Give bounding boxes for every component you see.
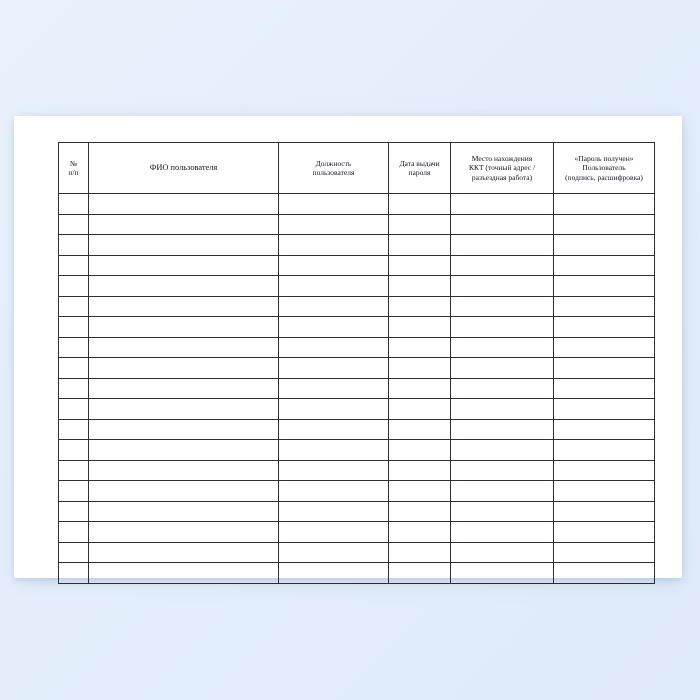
table-cell-signature[interactable] [554, 460, 655, 481]
document-page [14, 116, 682, 578]
column-header-date [389, 143, 451, 194]
table-row[interactable] [59, 481, 655, 502]
table-cell-signature[interactable] [554, 399, 655, 420]
table-cell-location[interactable] [451, 501, 554, 522]
table-row[interactable] [59, 317, 655, 338]
table-cell-signature[interactable] [554, 337, 655, 358]
table-area [58, 142, 654, 548]
column-header-date-line-1: Дата выдачи [399, 158, 440, 168]
table-cell-position[interactable] [279, 337, 389, 358]
table-cell-fio[interactable] [89, 337, 279, 358]
table-cell-date[interactable] [389, 276, 451, 297]
table-row[interactable] [59, 255, 655, 276]
table-cell-signature[interactable] [554, 501, 655, 522]
table-cell-number[interactable] [59, 399, 89, 420]
table-cell-number[interactable] [59, 276, 89, 297]
table-cell-date[interactable] [389, 542, 451, 563]
table-cell-date[interactable] [389, 235, 451, 256]
table-row[interactable] [59, 563, 655, 584]
table-cell-date[interactable] [389, 399, 451, 420]
table-body [59, 194, 655, 584]
table-cell-date[interactable] [389, 501, 451, 522]
table-cell-position[interactable] [279, 255, 389, 276]
column-header-location [451, 143, 554, 194]
table-cell-number[interactable] [59, 542, 89, 563]
table-cell-location[interactable] [451, 296, 554, 317]
table-cell-fio[interactable] [89, 358, 279, 379]
column-header-fio-line-1: ФИО пользователя [149, 162, 218, 172]
table-cell-fio[interactable] [89, 378, 279, 399]
table-row[interactable] [59, 501, 655, 522]
table-cell-signature[interactable] [554, 296, 655, 317]
table-cell-fio[interactable] [89, 563, 279, 584]
table-cell-number[interactable] [59, 255, 89, 276]
table-cell-date[interactable] [389, 440, 451, 461]
table-cell-date[interactable] [389, 255, 451, 276]
table-cell-number[interactable] [59, 563, 89, 584]
table-cell-location[interactable] [451, 317, 554, 338]
table-cell-position[interactable] [279, 563, 389, 584]
table-cell-location[interactable] [451, 358, 554, 379]
table-cell-position[interactable] [279, 522, 389, 543]
table-cell-location[interactable] [451, 399, 554, 420]
column-header-signature-line-2: Пользователь [582, 163, 626, 173]
table-cell-fio[interactable] [89, 235, 279, 256]
table-cell-location[interactable] [451, 235, 554, 256]
column-header-position-line-2: пользователя [312, 168, 355, 177]
table-cell-fio[interactable] [89, 501, 279, 522]
table-cell-fio[interactable] [89, 399, 279, 420]
table-cell-number[interactable] [59, 440, 89, 461]
register-table [58, 142, 655, 584]
table-cell-signature[interactable] [554, 378, 655, 399]
table-cell-signature[interactable] [554, 440, 655, 461]
table-cell-date[interactable] [389, 378, 451, 399]
table-cell-date[interactable] [389, 194, 451, 215]
table-cell-position[interactable] [279, 399, 389, 420]
table-cell-location[interactable] [451, 522, 554, 543]
table-cell-location[interactable] [451, 214, 554, 235]
table-cell-number[interactable] [59, 501, 89, 522]
table-row[interactable] [59, 194, 655, 215]
table-cell-number[interactable] [59, 358, 89, 379]
table-cell-position[interactable] [279, 358, 389, 379]
table-cell-signature[interactable] [554, 235, 655, 256]
column-header-number-line-1: № [69, 158, 78, 168]
table-cell-position[interactable] [279, 235, 389, 256]
table-row[interactable] [59, 440, 655, 461]
table-cell-date[interactable] [389, 460, 451, 481]
table-cell-fio[interactable] [89, 194, 279, 215]
table-row[interactable] [59, 214, 655, 235]
table-cell-location[interactable] [451, 337, 554, 358]
table-cell-position[interactable] [279, 214, 389, 235]
table-cell-location[interactable] [451, 419, 554, 440]
table-cell-location[interactable] [451, 378, 554, 399]
table-cell-number[interactable] [59, 214, 89, 235]
table-cell-signature[interactable] [554, 317, 655, 338]
table-cell-signature[interactable] [554, 542, 655, 563]
table-cell-date[interactable] [389, 481, 451, 502]
column-header-location-line-2: ККТ (точный адрес / [468, 163, 536, 173]
table-row[interactable] [59, 276, 655, 297]
table-cell-position[interactable] [279, 317, 389, 338]
table-cell-position[interactable] [279, 378, 389, 399]
table-cell-position[interactable] [279, 440, 389, 461]
column-header-number [59, 143, 89, 194]
table-cell-signature[interactable] [554, 194, 655, 215]
table-cell-location[interactable] [451, 542, 554, 563]
table-cell-date[interactable] [389, 358, 451, 379]
table-cell-fio[interactable] [89, 440, 279, 461]
table-cell-fio[interactable] [89, 542, 279, 563]
table-cell-position[interactable] [279, 481, 389, 502]
table-cell-fio[interactable] [89, 317, 279, 338]
table-cell-number[interactable] [59, 460, 89, 481]
table-cell-fio[interactable] [89, 214, 279, 235]
table-cell-fio[interactable] [89, 460, 279, 481]
table-cell-position[interactable] [279, 296, 389, 317]
table-cell-fio[interactable] [89, 522, 279, 543]
table-cell-number[interactable] [59, 378, 89, 399]
table-cell-date[interactable] [389, 296, 451, 317]
column-header-position [279, 143, 389, 194]
table-cell-date[interactable] [389, 419, 451, 440]
column-header-position-line-1: Должность [315, 158, 352, 168]
table-row[interactable] [59, 337, 655, 358]
table-cell-signature[interactable] [554, 255, 655, 276]
column-header-signature-line-1: «Пароль получен» [574, 153, 634, 163]
table-row[interactable] [59, 235, 655, 256]
table-cell-position[interactable] [279, 276, 389, 297]
table-cell-number[interactable] [59, 296, 89, 317]
table-cell-position[interactable] [279, 460, 389, 481]
column-header-date-line-2: пароля [408, 168, 431, 177]
column-header-signature-line-3: (подпись, расшифровка) [565, 172, 643, 182]
table-cell-fio[interactable] [89, 419, 279, 440]
table-row[interactable] [59, 419, 655, 440]
table-row[interactable] [59, 378, 655, 399]
table-row[interactable] [59, 522, 655, 543]
table-cell-number[interactable] [59, 522, 89, 543]
column-header-signature [554, 143, 655, 194]
table-cell-number[interactable] [59, 317, 89, 338]
table-header-row [59, 143, 655, 194]
table-row[interactable] [59, 542, 655, 563]
table-cell-date[interactable] [389, 337, 451, 358]
table-cell-signature[interactable] [554, 563, 655, 584]
table-cell-number[interactable] [59, 235, 89, 256]
table-cell-position[interactable] [279, 542, 389, 563]
table-cell-date[interactable] [389, 317, 451, 338]
table-cell-fio[interactable] [89, 296, 279, 317]
column-header-location-line-1: Место нахождения [471, 153, 533, 163]
table-row[interactable] [59, 296, 655, 317]
table-cell-fio[interactable] [89, 255, 279, 276]
table-cell-position[interactable] [279, 501, 389, 522]
table-cell-date[interactable] [389, 214, 451, 235]
table-row[interactable] [59, 399, 655, 420]
table-cell-location[interactable] [451, 255, 554, 276]
table-cell-number[interactable] [59, 481, 89, 502]
table-cell-signature[interactable] [554, 358, 655, 379]
table-cell-date[interactable] [389, 522, 451, 543]
table-cell-location[interactable] [451, 481, 554, 502]
table-cell-location[interactable] [451, 440, 554, 461]
table-header [59, 143, 655, 194]
table-cell-position[interactable] [279, 194, 389, 215]
table-cell-number[interactable] [59, 337, 89, 358]
table-cell-signature[interactable] [554, 276, 655, 297]
table-cell-signature[interactable] [554, 419, 655, 440]
table-cell-location[interactable] [451, 563, 554, 584]
table-cell-position[interactable] [279, 419, 389, 440]
table-row[interactable] [59, 460, 655, 481]
column-header-fio [89, 143, 279, 194]
table-row[interactable] [59, 358, 655, 379]
table-cell-signature[interactable] [554, 522, 655, 543]
column-header-location-line-3: разъездная работа) [471, 172, 533, 182]
table-cell-number[interactable] [59, 194, 89, 215]
table-cell-location[interactable] [451, 194, 554, 215]
table-cell-date[interactable] [389, 563, 451, 584]
table-cell-fio[interactable] [89, 481, 279, 502]
table-cell-location[interactable] [451, 460, 554, 481]
table-cell-signature[interactable] [554, 481, 655, 502]
table-cell-number[interactable] [59, 419, 89, 440]
column-header-number-line-2: п/п [68, 168, 79, 177]
table-cell-location[interactable] [451, 276, 554, 297]
table-cell-fio[interactable] [89, 276, 279, 297]
table-cell-signature[interactable] [554, 214, 655, 235]
